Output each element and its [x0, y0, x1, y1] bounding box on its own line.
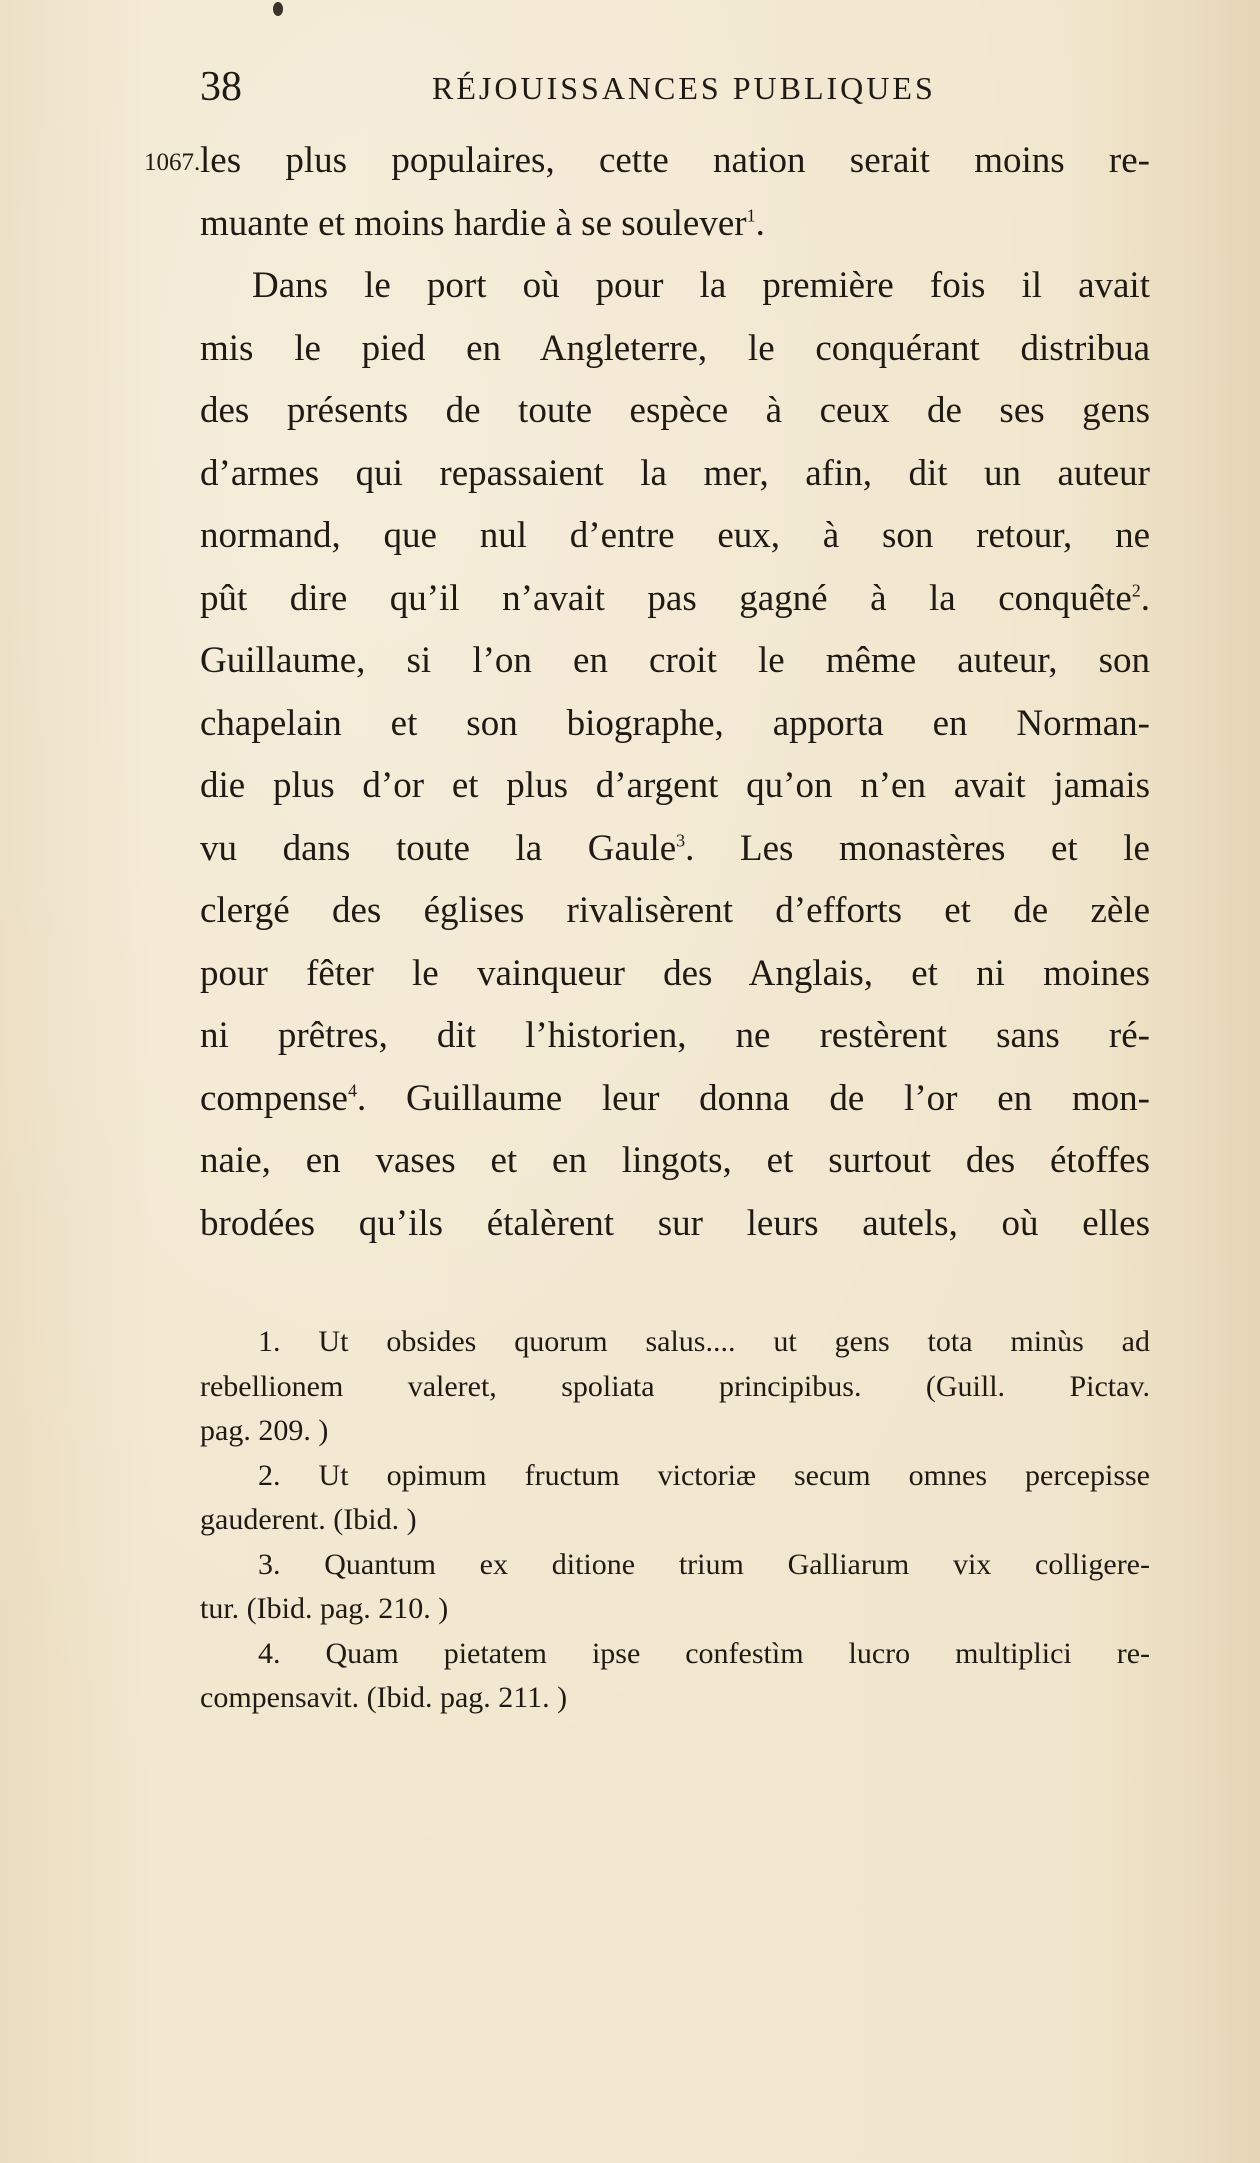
- text-line: ni prêtres, dit l’historien, ne restèrent sans ré-: [200, 1015, 1150, 1056]
- text-line: muante et moins hardie à se soulever$^1$.: [200, 202, 765, 244]
- text-line: brodées qu’ils étalèrent sur leurs autels, où elles: [200, 1202, 1150, 1244]
- footnotes: [200, 1320, 1150, 1721]
- text-line: les plus populaires, cette nation serait moins re-: [200, 140, 1150, 181]
- text-line: Dans le port où pour la première fois il avait: [252, 265, 1150, 306]
- footnote-line: tur. (Ibid. pag. 210. ): [200, 1592, 449, 1625]
- ink-speck: [273, 2, 283, 16]
- running-title: RÉJOUISSANCES PUBLIQUES: [432, 70, 936, 106]
- text-line: compense$^4$. Guillaume leur donna de l’or en mon-: [200, 1077, 1150, 1119]
- footnote-ref: 2: [1131, 580, 1141, 601]
- page-number: 38: [200, 64, 242, 110]
- text-line: d’armes qui repassaient la mer, afin, dit un auteur: [200, 452, 1150, 494]
- text-line: vu dans toute la Gaule$^3$. Les monastères et le: [200, 827, 1150, 869]
- footnote-2: 2. Ut opimum fructum victoriæ secum omnes percepisse: [258, 1458, 1150, 1492]
- footnote-4: 4. Quam pietatem ipse confestìm lucro multiplici re-: [258, 1636, 1150, 1670]
- footnote-line: pag. 209. ): [200, 1414, 329, 1447]
- text-line: naie, en vases et en lingots, et surtout des étoffes: [200, 1140, 1150, 1181]
- footnote-ref: 3: [676, 830, 686, 851]
- text-line: clergé des églises rivalisèrent d’efforts et de zèle: [200, 890, 1150, 931]
- text-line: pût dire qu’il n’avait pas gagné à la conquête$^2$.: [200, 577, 1150, 619]
- footnote-line: compensavit. (Ibid. pag. 211. ): [200, 1681, 568, 1714]
- footnote-line: rebellionem valeret, spoliata principibus. (Guill. Pictav.: [200, 1369, 1150, 1403]
- footnote-1: 1. Ut obsides quorum salus.... ut gens tota minùs ad: [258, 1325, 1150, 1358]
- text-line: die plus d’or et plus d’argent qu’on n’en avait jamais: [200, 765, 1150, 806]
- margin-year: 1067.: [144, 149, 201, 176]
- text-line: pour fêter le vainqueur des Anglais, et ni moines: [200, 952, 1150, 994]
- running-header: [200, 62, 1060, 112]
- text-line: mis le pied en Angleterre, le conquérant distribua: [200, 327, 1150, 369]
- main-text: [200, 130, 1150, 1255]
- footnote-ref: 1: [746, 205, 756, 226]
- text-line: normand, que nul d’entre eux, à son retour, ne: [200, 515, 1150, 556]
- footnote-3: 3. Quantum ex ditione trium Galliarum vix colligere-: [258, 1547, 1150, 1581]
- footnote-ref: 4: [347, 1080, 357, 1101]
- text-line: des présents de toute espèce à ceux de ses gens: [200, 390, 1150, 431]
- footnote-line: gauderent. (Ibid. ): [200, 1503, 417, 1536]
- text-line: Guillaume, si l’on en croit le même auteur, son: [200, 640, 1150, 681]
- text-line: chapelain et son biographe, apporta en Norman-: [200, 702, 1150, 744]
